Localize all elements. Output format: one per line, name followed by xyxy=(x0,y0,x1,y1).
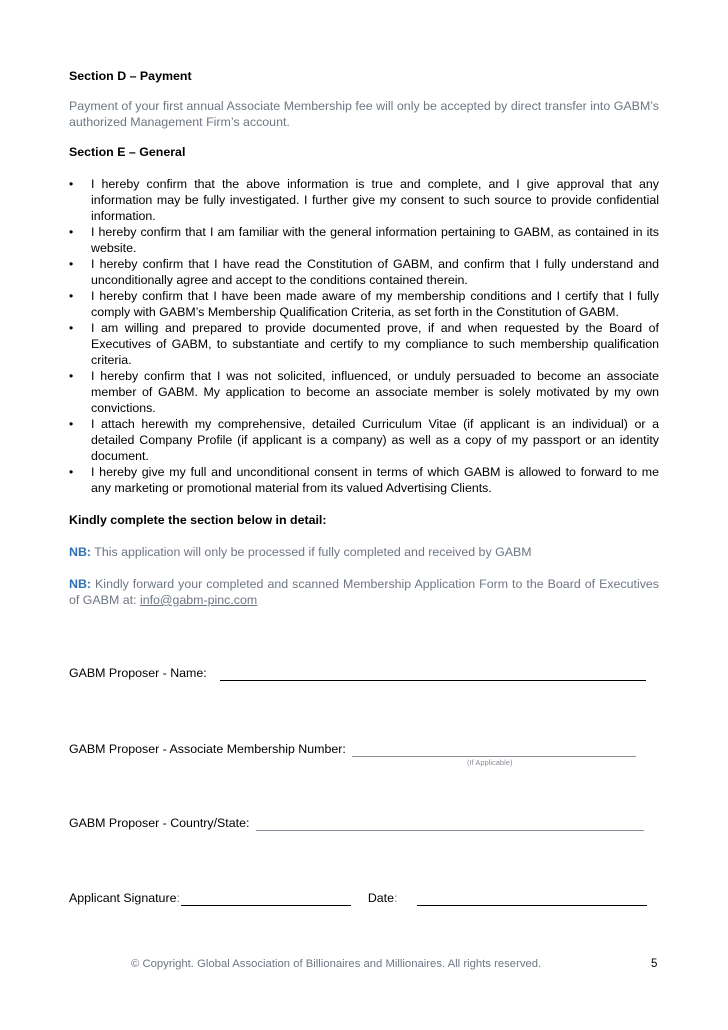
membership-number-field xyxy=(69,741,636,757)
list-item-text: I hereby give my full and unconditional consent in terms of which GABM is allowed to forward to me any marketing or promotional material from its valued Advertising Clients. xyxy=(91,465,659,495)
section-d-text: Payment of your first annual Associate Membership fee will only be accepted by direct transfer into GABM’s authorized Management Firm’s account. xyxy=(69,99,659,129)
nb-forward-note xyxy=(69,576,659,608)
list-item xyxy=(69,368,659,416)
country-state-label: GABM Proposer - Country/State: xyxy=(69,816,250,830)
proposer-name-field xyxy=(69,665,646,681)
email-link[interactable]: info@gabm-pinc.com xyxy=(139,593,258,607)
footer-copyright: © Copyright. Global Association of Billionaires and Millionaires. All rights reserved. xyxy=(131,958,542,970)
bullet-icon: • xyxy=(69,289,74,303)
list-item xyxy=(69,320,659,368)
section-e-list xyxy=(69,176,659,496)
list-item-text: I hereby confirm that the above information is true and complete, and I give approval that any information may be fully investigated. I further give my consent to such source to provide confidential information. xyxy=(91,177,659,223)
bullet-icon: • xyxy=(69,465,74,479)
section-e-heading: Section E – General xyxy=(69,145,186,159)
list-item xyxy=(69,288,659,320)
signature-label: Applicant Signature xyxy=(69,891,177,905)
list-item xyxy=(69,416,659,464)
list-item xyxy=(69,256,659,288)
country-state-input-line[interactable] xyxy=(256,817,644,831)
signature-date-field xyxy=(69,890,647,906)
date-colon: : xyxy=(394,891,398,905)
list-item xyxy=(69,464,659,496)
nb-text: Kindly forward your completed and scanned Membership Application Form to the Board of Executives of GABM at: xyxy=(69,577,659,607)
membership-number-input-line[interactable] xyxy=(352,743,636,757)
bullet-icon: • xyxy=(69,225,74,239)
signature-colon: : xyxy=(176,891,180,905)
proposer-name-label: GABM Proposer - Name: xyxy=(69,666,207,680)
bullet-icon: • xyxy=(69,369,74,383)
section-d-heading: Section D – Payment xyxy=(69,69,192,83)
nb-processing-note xyxy=(69,544,659,560)
membership-number-label: GABM Proposer - Associate Membership Number: xyxy=(69,742,346,756)
bullet-icon: • xyxy=(69,177,74,191)
document-body xyxy=(69,68,659,608)
list-item xyxy=(69,224,659,256)
bullet-icon: • xyxy=(69,257,74,271)
bullet-icon: • xyxy=(69,321,74,335)
list-item-text: I hereby confirm that I have read the Constitution of GABM, and confirm that I fully understand and unconditionally agree and accept to the conditions contained therein. xyxy=(91,257,659,287)
signature-input-line[interactable] xyxy=(181,892,351,906)
instructions-heading: Kindly complete the section below in detail: xyxy=(69,513,327,527)
proposer-name-input-line[interactable] xyxy=(220,667,646,681)
page-number: 5 xyxy=(651,958,658,970)
date-input-line[interactable] xyxy=(417,892,647,906)
list-item-text: I attach herewith my comprehensive, detailed Curriculum Vitae (if applicant is an individual) or a detailed Company Profile (if applicant is a company) as well as a copy of my passport or an identity document. xyxy=(91,417,659,463)
nb-text: This application will only be processed if fully completed and received by GABM xyxy=(91,545,532,559)
list-item-text: I hereby confirm that I have been made aware of my membership conditions and I certify that I fully comply with GABM’s Membership Qualification Criteria, as set forth in the Constitution of GABM. xyxy=(91,289,659,319)
if-applicable-note: (If Applicable) xyxy=(467,758,513,767)
nb-label: NB: xyxy=(69,545,92,559)
date-label: Date xyxy=(367,891,395,905)
list-item-text: I hereby confirm that I am familiar with the general information pertaining to GABM, as contained in its website. xyxy=(91,225,659,255)
country-state-field xyxy=(69,815,644,831)
list-item-text: I am willing and prepared to provide documented prove, if and when requested by the Board of Executives of GABM, to substantiate and certify to my compliance to such membership qualification criteria. xyxy=(91,321,659,367)
list-item-text: I hereby confirm that I was not solicited, influenced, or unduly persuaded to become an associate member of GABM. My application to become an associate member is solely motivated by my own convictions. xyxy=(91,369,659,415)
bullet-icon: • xyxy=(69,417,74,431)
list-item xyxy=(69,176,659,224)
nb-label: NB: xyxy=(69,577,92,591)
